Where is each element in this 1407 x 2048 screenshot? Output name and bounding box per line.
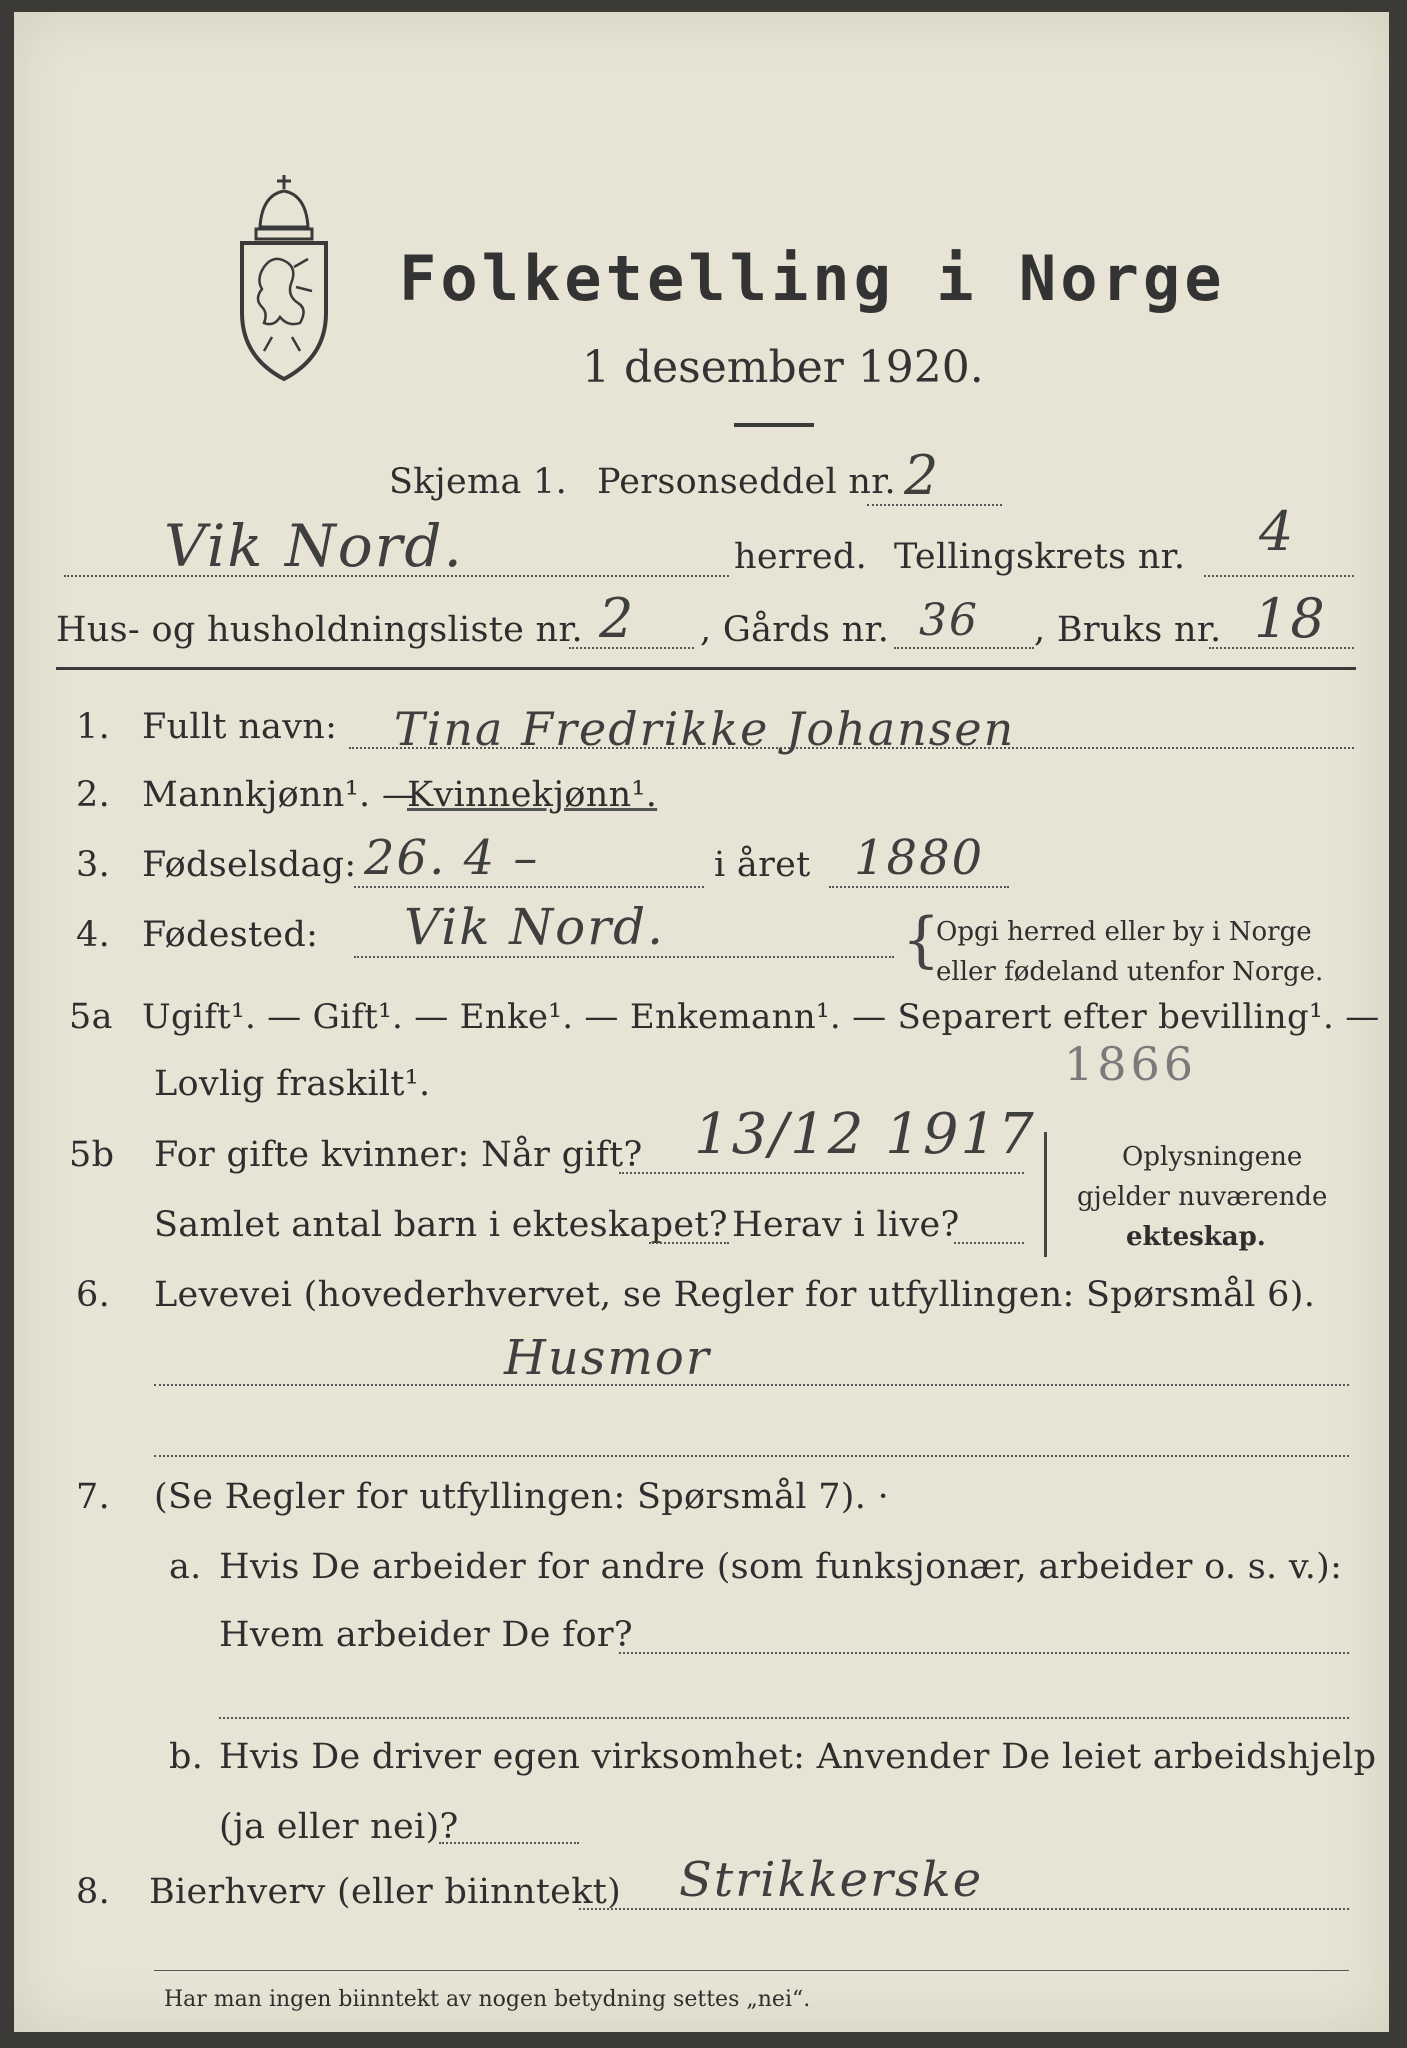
q8-number: 8. [76, 1872, 110, 1912]
personseddel-value: 2 [904, 444, 941, 507]
q7a-employer-line [619, 1652, 1349, 1654]
q5b-note-line1: Oplysningene [1122, 1142, 1303, 1172]
q1-label: Fullt navn: [142, 707, 338, 747]
q6-number: 6. [76, 1275, 110, 1315]
tellingskrets-line [1204, 575, 1354, 577]
gaards-line [894, 647, 1034, 649]
census-date: 1 desember 1920. [582, 342, 984, 393]
bruks-label: , Bruks nr. [1034, 610, 1222, 650]
herred-label: herred. [734, 537, 868, 577]
q4-label: Fødested: [142, 915, 319, 955]
q1-full-name: Tina Fredrikke Johansen [394, 702, 1016, 756]
q7b-question: Hvis De driver egen virksomhet: Anvender De leiet arbeidshjelp [219, 1737, 1377, 1777]
q2-female-option: Kvinnekjønn¹. [407, 775, 658, 815]
q5b-alive-label: Herav i live? [732, 1205, 960, 1245]
gaards-value: 36 [919, 595, 979, 646]
skjema-label: Skjema 1. [389, 462, 568, 502]
norwegian-coat-of-arms-icon [222, 167, 347, 392]
q6-line [154, 1384, 1349, 1386]
form-title: Folketelling i Norge [399, 242, 1226, 315]
q3-year-line [829, 886, 1009, 888]
q3-birthdate-value: 26. 4 – [364, 830, 540, 886]
q6-label: Levevei (hovederhvervet, se Regler for utfyllingen: Spørsmål 6). [154, 1275, 1316, 1315]
liste-label: Hus- og husholdningsliste nr. [56, 610, 583, 650]
q5a-number: 5a [69, 997, 113, 1037]
q7a-question: Hvis De arbeider for andre (som funksjonær, arbeider o. s. v.): [219, 1547, 1343, 1587]
tellingskrets-label: Tellingskrets nr. [894, 537, 1186, 577]
tellingskrets-value: 4 [1259, 500, 1296, 563]
q4-note-line2: eller fødeland utenfor Norge. [936, 957, 1324, 987]
q3-year-value: 1880 [854, 830, 985, 886]
q4-number: 4. [76, 915, 110, 955]
q5b-children-label: Samlet antal barn i ekteskapet? [154, 1205, 728, 1245]
q7a-extra-line [219, 1717, 1349, 1719]
q1-number: 1. [76, 707, 110, 747]
q2-number: 2. [76, 775, 110, 815]
q7-label: (Se Regler for utfyllingen: Spørsmål 7). · [154, 1477, 890, 1517]
q2-male-option: Mannkjønn¹. — [142, 775, 418, 815]
title-divider [734, 423, 814, 427]
herred-value: Vik Nord. [164, 512, 464, 580]
q5b-label: For gifte kvinner: Når gift? [154, 1135, 643, 1175]
q4-note-line1: Opgi herred eller by i Norge [936, 917, 1312, 947]
q8-side-income-value: Strikkerske [679, 1852, 984, 1908]
q3-label: Fødselsdag: [142, 845, 357, 885]
q7b-yesno-label: (ja eller nei)? [219, 1807, 459, 1847]
q5b-bracket [1044, 1132, 1047, 1257]
q5b-married-line [619, 1172, 1024, 1174]
q5b-note-line2: gjelder nuværende [1077, 1182, 1328, 1212]
q4-line [354, 956, 894, 958]
q6-extra-line [154, 1455, 1349, 1457]
q7b-letter: b. [169, 1737, 204, 1777]
q8-line [579, 1908, 1349, 1910]
footer-note: Har man ingen biinntekt av nogen betydning settes „nei“. [164, 1987, 811, 2012]
q3-birthdate-line [354, 886, 704, 888]
q7b-answer-line [439, 1842, 579, 1844]
q5a-margin-note: 1866 [1064, 1037, 1198, 1091]
q4-brace: { [902, 905, 941, 975]
q5a-divorced-option: Lovlig fraskilt¹. [154, 1064, 431, 1104]
q5b-children-line [649, 1242, 729, 1244]
q5b-alive-line [954, 1242, 1024, 1244]
q8-label: Bierhverv (eller biinntekt) [149, 1872, 622, 1912]
footer-rule [154, 1970, 1349, 1971]
census-form-sheet [14, 12, 1389, 2032]
gaards-label: , Gårds nr. [700, 610, 890, 650]
q7a-employer-label: Hvem arbeider De for? [219, 1615, 633, 1655]
section-rule [56, 667, 1356, 670]
q5b-number: 5b [69, 1135, 115, 1175]
q3-year-label: i året [714, 845, 811, 885]
q5b-note-line3: ekteskap. [1126, 1222, 1266, 1252]
bruks-value: 18 [1254, 587, 1327, 650]
q5a-status-options: Ugift¹. — Gift¹. — Enke¹. — Enkemann¹. — Separert efter bevilling¹. — [142, 997, 1380, 1037]
personseddel-label: Personseddel nr. [597, 462, 896, 502]
q7-number: 7. [76, 1477, 110, 1517]
liste-value: 2 [599, 587, 636, 650]
q7a-letter: a. [169, 1547, 202, 1587]
q4-birthplace-value: Vik Nord. [404, 898, 666, 956]
q6-occupation-value: Husmor [504, 1330, 711, 1386]
q3-number: 3. [76, 845, 110, 885]
q5b-married-date: 13/12 1917 [694, 1102, 1036, 1167]
